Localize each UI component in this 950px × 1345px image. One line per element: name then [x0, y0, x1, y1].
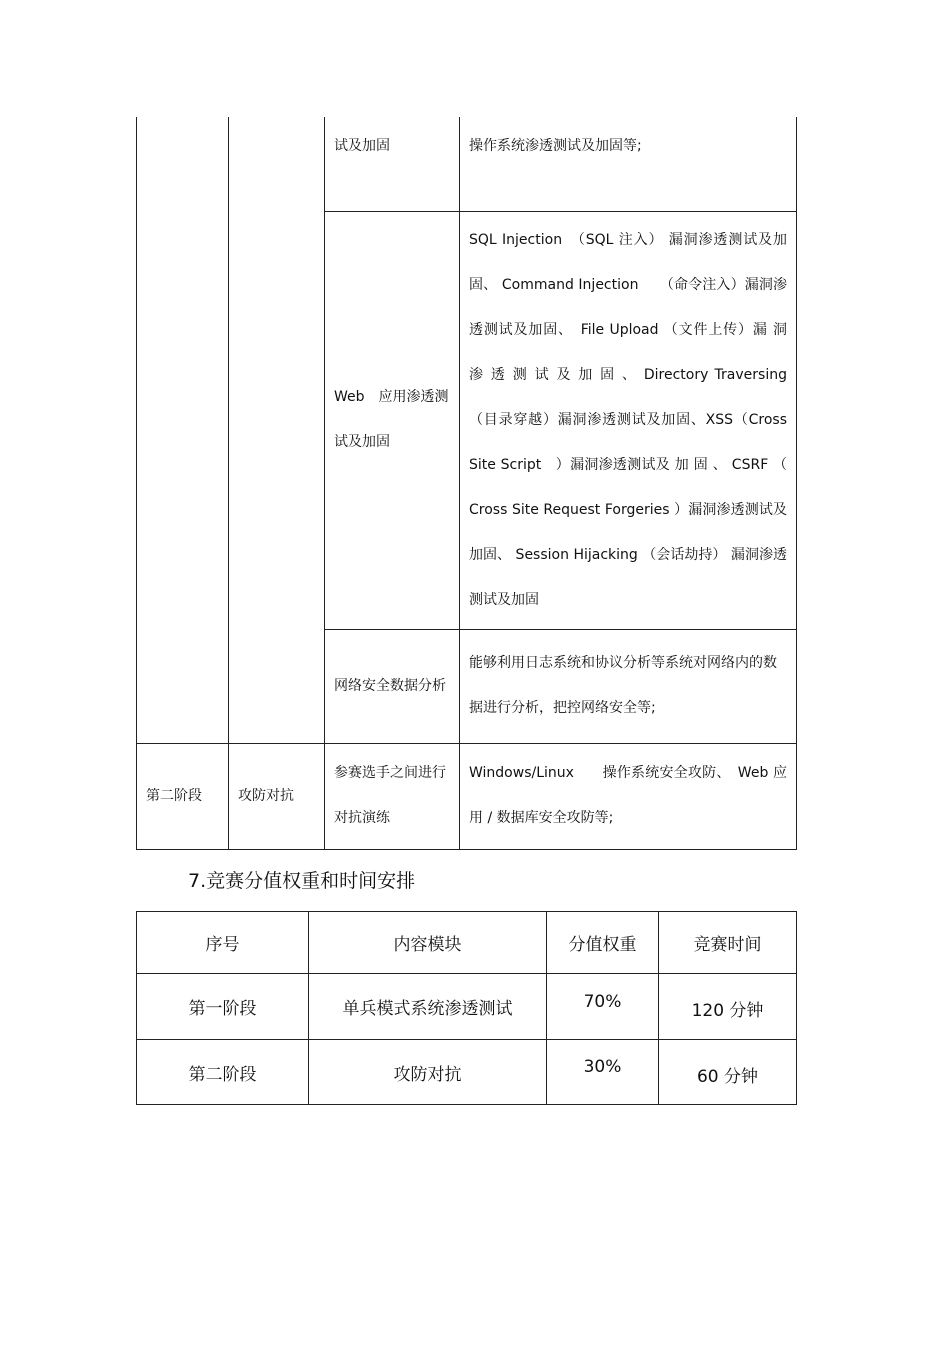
header-cell: 序号: [137, 912, 309, 974]
weight-value: 70%: [583, 991, 622, 1012]
section-heading: 7.竞赛分值权重和时间安排: [188, 870, 416, 892]
header-cell: 竞赛时间: [659, 912, 797, 974]
time-value: 120 分钟: [691, 1001, 764, 1021]
header-cell: 分值权重: [547, 912, 659, 974]
item-cell: Web 应用渗透测试及加固: [325, 211, 460, 629]
weight-value: 30%: [583, 1057, 622, 1077]
item-cell: 网络安全数据分析: [325, 629, 460, 743]
stage-cell: 第二阶段: [137, 743, 229, 849]
table-cell: [659, 974, 797, 1040]
desc-cell: SQL Injection （SQL 注入） 漏洞渗透测试及加固、 Command Injection （命令注入）漏洞渗透测试及加固、 File Upload （文件上传）漏 洞 渗 透 测 试 及 加 固 、 Directory Traversing （目录穿越）漏洞渗透测试及加固、XSS（Cross Site Script ）漏洞渗透测试及 加 固 、 CSRF （ Cross Site Request Forgeries ）漏洞渗透测试及加固、 Session Hijacking （会话劫持） 漏洞渗透测试及加固: [460, 211, 797, 629]
score-time-table: [136, 911, 797, 1105]
header-cell: 内容模块: [309, 912, 547, 974]
item-cell: 参赛选手之间进行对抗演练: [325, 743, 460, 849]
desc-cell: 操作系统渗透测试及加固等;: [460, 117, 797, 211]
table-cell: 单兵模式系统渗透测试: [309, 974, 547, 1040]
time-value: 60 分钟: [696, 1066, 759, 1087]
table-cell: [547, 1040, 659, 1105]
module-cell-continued: [229, 117, 325, 743]
competition-content-table: [136, 117, 801, 850]
module-cell: 攻防对抗: [229, 743, 325, 849]
desc-cell: 能够利用日志系统和协议分析等系统对网络内的数据进行分析，把控网络安全等;: [460, 629, 797, 743]
table-cell: 第一阶段: [137, 974, 309, 1040]
stage-cell-continued: [137, 117, 229, 743]
table-cell: 攻防对抗: [309, 1040, 547, 1105]
desc-cell: Windows/Linux 操作系统安全攻防、 Web 应用 / 数据库安全攻防等;: [460, 743, 797, 849]
item-cell: 试及加固: [325, 117, 460, 211]
table-cell: [547, 974, 659, 1040]
table-cell: 第二阶段: [137, 1040, 309, 1105]
table-cell: [659, 1040, 797, 1105]
